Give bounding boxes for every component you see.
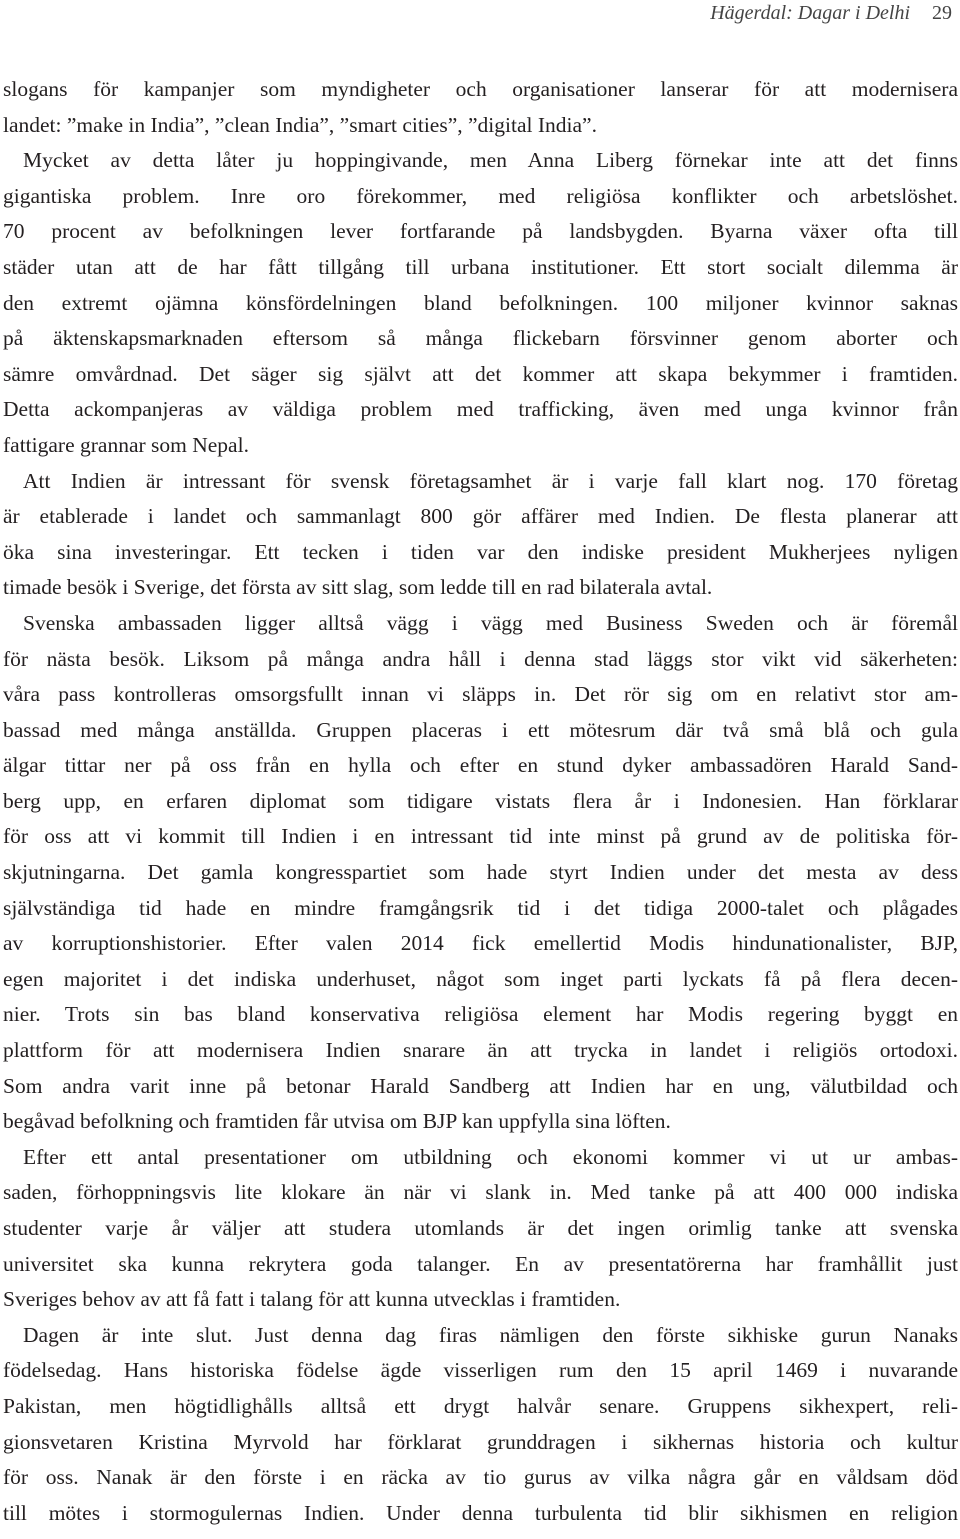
text-line: födelsedag. Hans historiska födelse ägde visserligen rum den 15 april 1469 i nuvarande bbox=[3, 1358, 958, 1383]
text-line: Svenska ambassaden ligger alltså vägg i vägg med Business Sweden och är föremål bbox=[23, 610, 958, 635]
text-line: saden, förhoppningsvis lite klokare än när vi slank in. Med tanke på att 400 000 indiska bbox=[3, 1180, 958, 1205]
text-line: slogans för kampanjer som myndigheter och organisationer lanserar för att modernisera bbox=[3, 77, 958, 101]
text-line: timade besök i Sverige, det första av sitt slag, som ledde till en rad bilaterala avtal. bbox=[3, 575, 713, 600]
text-line: öka sina investeringar. Ett tecken i tiden var den indiske president Mukherjees nyligen bbox=[3, 539, 958, 564]
text-line: fattigare grannar som Nepal. bbox=[3, 432, 249, 457]
text-line: till mötes i stormogulernas Indien. Under denna turbulenta tid blir sikhismen en religion bbox=[3, 1500, 958, 1525]
text-line: begåvad befolkning och framtiden får utvisa om BJP kan uppfylla sina löften. bbox=[3, 1109, 671, 1134]
text-line: den extremt ojämna könsfördelningen bland befolkningen. 100 miljoner kvinnor saknas bbox=[3, 290, 958, 315]
text-line: 70 procent av befolkningen lever fortfarande på landsbygden. Byarna växer ofta till bbox=[3, 219, 958, 244]
text-line: Mycket av detta låter ju hoppingivande, men Anna Liberg förnekar inte att det finns bbox=[23, 148, 958, 173]
text-line: gigantiska problem. Inre oro förekommer, med religiösa konflikter och arbetslöshet. bbox=[3, 183, 958, 208]
text-line: Att Indien är intressant för svensk företagsamhet är i varje fall klart nog. 170 företag bbox=[23, 468, 958, 493]
text-line: bassad med många anställda. Gruppen placeras i ett mötesrum där två små blå och gula bbox=[3, 717, 958, 742]
text-line: berg upp, en erfaren diplomat som tidigare vistats flera år i Indonesien. Han förklarar bbox=[3, 788, 958, 813]
body-text bbox=[3, 72, 958, 1531]
text-line: skjutningarna. Det gamla kongresspartiet som hade styrt Indien under det mesta av dess bbox=[3, 860, 958, 885]
text-line: för oss att vi kommit till Indien i en intressant tid inte minst på grund av de politiska för- bbox=[3, 824, 958, 849]
text-line: Efter ett antal presentationer om utbildning och ekonomi kommer vi ut ur ambas- bbox=[23, 1144, 958, 1169]
text-line: självständiga tid hade en mindre framgångsrik tid i det tidiga 2000-talet och plågades bbox=[3, 895, 958, 920]
text-line: av korruptionshistorier. Efter valen 2014 fick emellertid Modis hindunationalister, BJP, bbox=[3, 931, 958, 956]
text-line: nier. Trots sin bas bland konservativa religiösa element har Modis regering byggt en bbox=[3, 1002, 958, 1027]
text-line: landet: ”make in India”, ”clean India”, ”smart cities”, ”digital India”. bbox=[3, 112, 597, 137]
text-line: älgar tittar ner på oss från en hylla och efter en stund dyker ambassadören Harald Sand- bbox=[3, 753, 958, 778]
text-line: städer utan att de har fått tillgång till urbana institutioner. Ett stort socialt dilemma är bbox=[3, 254, 958, 279]
text-line: för nästa besök. Liksom på många andra håll i denna stad läggs stor vikt vid säkerheten: bbox=[3, 646, 958, 671]
running-header bbox=[710, 0, 952, 26]
text-line: universitet ska kunna rekrytera goda talanger. En av presentatörerna har framhållit just bbox=[3, 1251, 958, 1276]
text-line: Dagen är inte slut. Just denna dag firas nämligen den förste sikhiske gurun Nanaks bbox=[23, 1322, 958, 1347]
text-line: Sveriges behov av att få fatt i talang för att kunna utvecklas i framtiden. bbox=[3, 1287, 621, 1312]
text-line: Pakistan, men högtidlighålls alltså ett drygt halvår senare. Gruppens sikhexpert, reli- bbox=[3, 1393, 958, 1418]
text-line: studenter varje år väljer att studera utomlands är det ingen orimlig tanke att svenska bbox=[3, 1216, 958, 1240]
page-number: 29 bbox=[932, 1, 952, 24]
text-line: Som andra varit inne på betonar Harald Sandberg att Indien har en ung, välutbildad och bbox=[3, 1073, 958, 1098]
text-line: på äktenskapsmarknaden eftersom så många flickebarn försvinner genom aborter och bbox=[3, 326, 958, 351]
text-line: gionsvetaren Kristina Myrvold har förklarat grunddragen i sikhernas historia och kultur bbox=[3, 1429, 958, 1454]
text-line: egen majoritet i det indiska underhuset, något som inget parti lyckats få på flera decen- bbox=[3, 966, 958, 991]
running-title: Hägerdal: Dagar i Delhi bbox=[710, 1, 910, 24]
text-line: sämre omvårdnad. Det säger sig självt att det kommer att skapa bekymmer i framtiden. bbox=[3, 361, 958, 386]
text-line: för oss. Nanak är den förste i en räcka av tio gurus av vilka några går en våldsam död bbox=[3, 1465, 958, 1490]
text-line: våra pass kontrolleras omsorgsfullt innan vi släpps in. Det rör sig om en relativt stor am- bbox=[3, 682, 958, 707]
text-line: Detta ackompanjeras av väldiga problem med trafficking, även med unga kvinnor från bbox=[3, 397, 958, 422]
text-line: plattform för att modernisera Indien snarare än att trycka in landet i religiös ortodoxi. bbox=[3, 1038, 958, 1063]
text-line: är etablerade i landet och sammanlagt 800 gör affärer med Indien. De flesta planerar att bbox=[3, 504, 958, 529]
